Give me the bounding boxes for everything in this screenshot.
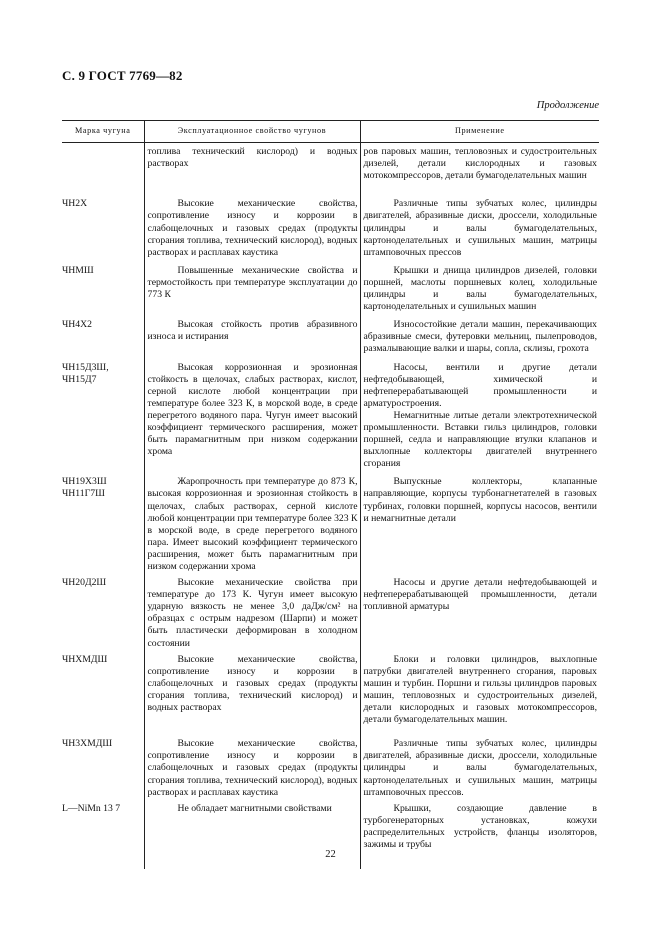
property-cell: Высокие механические свойства при температуре до 173 К. Чугун имеет высокую ударную вязкость не менее 3,0 даДж/см² на образцах с острым надрезом (Шарпи) и может быть пластически деформирован в холодном состоянии [144,575,360,652]
table-row [62,261,599,315]
property-cell: Высокие механические свойства, сопротивление износу и коррозии в слабощелочных и газовых средах (продукты сгорания топлива, технический кислород), водных растворах и расплавах каустика [144,184,360,260]
property-cell: Высокие механические свойства, сопротивление износу и коррозии в слабощелочных и газовых средах (продукты сгорания топлива, технический кислород), водных растворах и расплавах каустика [144,728,360,800]
application-cell [360,728,599,800]
application-paragraph: Насосы, вентили и другие детали нефтедобывающей, химической и нефтеперерабатывающей промышленности и арматуростроения. [363,361,597,409]
application-cell [360,184,599,260]
application-paragraph: Крышки и днища цилиндров дизелей, головки поршней, маслоты поршневых колец, холодильные цилиндры и валы бумагоделательных, картоноделательных и сушильных машин [363,264,597,313]
grade-cell: ЧН2Х [62,198,88,210]
column-header-grade: Марка чугуна [62,121,144,143]
property-cell: Высокие механические свойства, сопротивление износу и коррозии в слабощелочных и газовых средах (продукты сгорания топлива, технический кислород) и водных растворах [144,652,360,729]
grade-cell: ЧНМШ [62,264,94,276]
grade-cell: L—NiMn 13 7 [62,802,121,814]
application-paragraph: Крышки, создающие давление в турбогенераторных установках, кожухи распределительных устройств, фланцы изоляторов, зажимы и трубы [363,802,597,850]
grade-cell: ЧН4Х2 [62,319,92,331]
property-cell: Не обладает магнитными свойствами [144,801,360,853]
property-cell: Повышенные механические свойства и термостойкость при температуре эксплуатации до 773 К [144,261,360,315]
grade-cell [62,143,144,185]
grade-cell: ЧНХМДШ [62,653,108,665]
grade-cell: ЧН3ХМДШ [62,738,113,750]
grade-cell: ЧН15Д3Ш, ЧН15Д7 [62,361,109,385]
application-paragraph: Различные типы зубчатых колес, цилиндры двигателей, абразивные диски, дроссели, холодильные цилиндры и валы бумагоделательных, картоноделательных и сушильных машин, матрицы штамповочных прессов [363,198,597,258]
application-paragraph: Выпускные коллекторы, клапанные направляющие, корпусы турбонагнетателей в газовых турбинах, головки поршней, корпусы насосов, вентили и немагнитные детали [363,476,597,524]
application-paragraph: Износостойкие детали машин, перекачивающих абразивные смеси, футеровки мельниц, пылепроводов, размалывающие валки и шары, сопла, склизы, грохота [363,319,597,355]
column-header-property: Эксплуатационное свойство чугунов [144,121,360,143]
application-cell [360,315,599,357]
table-row [62,575,599,652]
table-row [62,358,599,473]
table-row-continued [62,143,599,185]
application-cell [360,261,599,315]
continuation-label: Продолжение [536,100,599,111]
property-cell: Высокая стойкость против абразивного износа и истирания [144,315,360,357]
table-rows [62,184,599,869]
application-cell [360,801,599,853]
table-row [62,315,599,357]
grade-cell: ЧН19Х3Ш ЧН11Г7Ш [62,476,107,500]
table-row [62,801,599,853]
table-header-row [62,121,599,143]
application-paragraph: Немагнитные литые детали электротехнической промышленности. Вставки гильз цилиндров, головки поршней, седла и направляющие втулки клапанов и выхлопные коллекторы двигателей внутреннего сгорания [363,409,597,470]
column-header-application: Применение [360,121,599,143]
table-row [62,652,599,729]
table-row [62,728,599,800]
application-cell [360,652,599,729]
table-row [62,472,599,575]
application-cell: ров паровых машин, тепловозных и судостроительных дизелей, детали кислородных и газовых мотокомпрессоров, детали бумагоделательных машин [360,143,599,185]
application-paragraph: Блоки и головки цилиндров, выхлопные патрубки двигателей внутреннего сгорания, паровых машин и турбин. Поршни и гильзы цилиндров паровых машин, тепловозных и судостроительных дизелей, детали кислородных и газовых мотокомпрессоров, детали бумагоделательных машин. [363,653,597,726]
property-cell: Жаропрочность при температуре до 873 К, высокая коррозионная и эрозионная стойкость в щелочах, слабых растворах, серной кислоте любой концентрации при температуре более 323 К в морской воде, в среде перегретого водяного пара. Имеет высокий коэффициент термического расширения, может быть парамагнитным при низком содержании хрома [144,472,360,575]
property-cell: Высокая коррозионная и эрозионная стойкость в щелочах, слабых растворах, кислот, серной кислоте любой концентрации при температуре более 323 К, в морской воде, в среде перегретого водяного пара. Чугун имеет высокий коэффициент термического расширения, может быть парамагнитным при низком содержании хрома [144,358,360,473]
property-cell: топлива технический кислород) и водных растворах [144,143,360,185]
application-cell [360,358,599,473]
page-number: 22 [325,849,336,860]
table-row [62,184,599,260]
properties-table [62,120,599,869]
grade-cell: ЧН20Д2Ш [62,577,107,589]
application-cell [360,472,599,575]
application-cell [360,575,599,652]
page-title: С. 9 ГОСТ 7769—82 [62,68,183,83]
application-paragraph: Различные типы зубчатых колес, цилиндры двигателей, абразивные диски, дроссели, холодильные цилиндры и валы бумагоделательных, картоноделательных и сушильных машин, матрицы штамповочных прессов. [363,738,597,798]
application-paragraph: Насосы и другие детали нефтедобывающей и нефтеперерабатывающей промышленности, детали топливной арматуры [363,577,597,613]
